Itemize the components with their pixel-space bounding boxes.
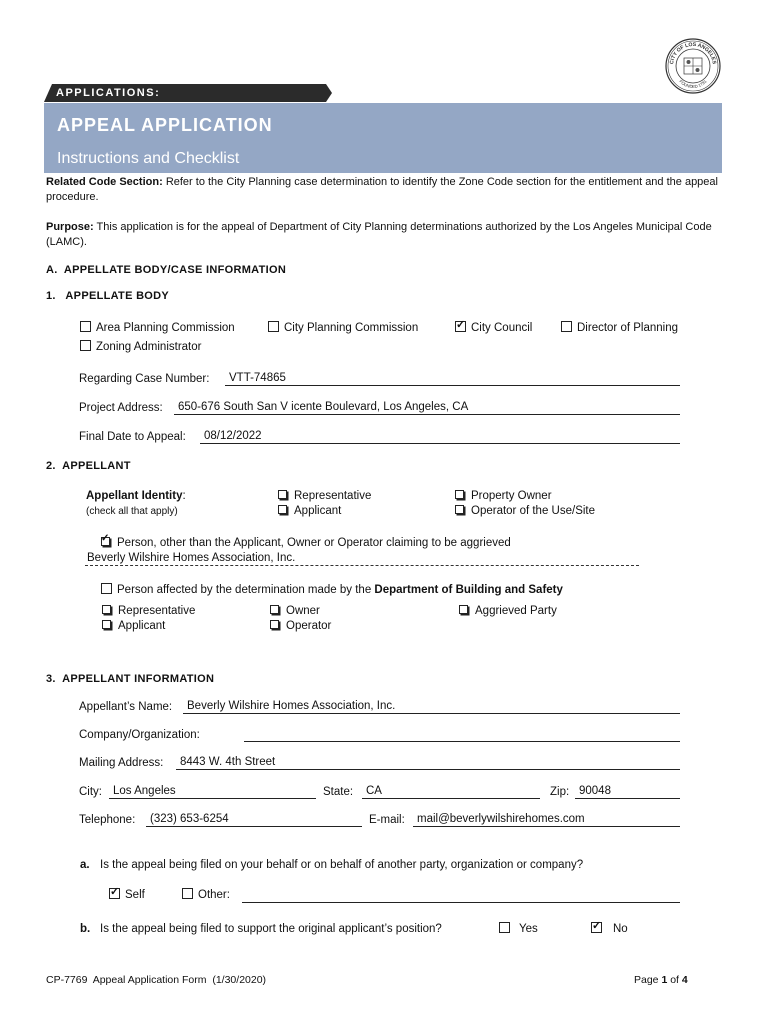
purpose-text: This application is for the appeal of Department of City Planning determinations authorized by the Los Angeles Municipal Code (LAMC). — [46, 221, 712, 248]
dbs-operator-checkbox[interactable] — [270, 620, 279, 629]
dbs-representative[interactable] — [102, 605, 195, 617]
dbs-owner-label: Owner — [286, 605, 320, 617]
state-field[interactable] — [362, 784, 540, 799]
dbs-aggrieved-party[interactable] — [459, 605, 557, 617]
other-checkbox[interactable] — [182, 888, 193, 899]
project-address-field[interactable] — [174, 400, 680, 415]
telephone-field[interactable] — [146, 812, 362, 827]
zip-label: Zip: — [550, 786, 570, 798]
mailing-address-value: 8443 W. 4th Street — [180, 756, 276, 768]
telephone-label: Telephone: — [79, 814, 136, 826]
appellant-identity-label — [86, 490, 186, 502]
dbs-operator-label: Operator — [286, 620, 332, 632]
dbs-affected-checkbox[interactable] — [101, 583, 112, 594]
property-owner-label: Property Owner — [471, 490, 552, 502]
email-field[interactable] — [413, 812, 680, 827]
city-label: City: — [79, 786, 102, 798]
case-number-field[interactable] — [225, 371, 680, 386]
case-number-label: Regarding Case Number: — [79, 373, 210, 385]
city-field[interactable] — [109, 784, 316, 799]
telephone-value: (323) 653-6254 — [150, 813, 229, 825]
seal-subtext: FOUNDED 1781 — [678, 78, 708, 90]
dbs-representative-checkbox[interactable] — [102, 605, 111, 614]
identity-applicant[interactable] — [278, 505, 341, 517]
dbs-applicant-checkbox[interactable] — [102, 620, 111, 629]
city-planning-label: City Planning Commission — [284, 322, 419, 334]
city-value: Los Angeles — [113, 785, 176, 797]
no-option[interactable] — [591, 922, 628, 935]
final-date-value: 08/12/2022 — [204, 430, 262, 442]
purpose-label: Purpose: — [46, 221, 94, 233]
page-of: of — [667, 974, 682, 986]
city-planning-checkbox[interactable] — [268, 321, 279, 332]
dbs-aggrieved-label: Aggrieved Party — [475, 605, 557, 617]
identity-label-text: Appellant Identity — [86, 490, 183, 502]
other-option[interactable] — [182, 888, 230, 901]
yes-label: Yes — [519, 923, 538, 935]
question-b-text: Is the appeal being filed to support the original applicant’s position? — [100, 923, 442, 935]
dbs-affected-option[interactable] — [101, 583, 563, 596]
form-id: CP-7769 Appeal Application Form (1/30/2020) — [46, 974, 267, 986]
area-planning-label: Area Planning Commission — [96, 322, 235, 334]
zoning-admin-label: Zoning Administrator — [96, 341, 202, 353]
page-total: 4 — [681, 974, 688, 986]
aggrieved-person-checkbox[interactable] — [101, 537, 110, 546]
property-owner-checkbox[interactable] — [455, 490, 464, 499]
area-planning-checkbox[interactable] — [80, 321, 91, 332]
identity-property-owner[interactable] — [455, 490, 552, 502]
self-option[interactable] — [109, 888, 145, 901]
yes-option[interactable] — [499, 922, 538, 935]
director-checkbox[interactable] — [561, 321, 572, 332]
appellant-identity-hint: (check all that apply) — [86, 506, 178, 517]
aggrieved-name-value: Beverly Wilshire Homes Association, Inc. — [87, 552, 296, 564]
zip-value: 90048 — [579, 785, 611, 797]
question-a-letter: a. — [80, 859, 90, 871]
city-seal-logo — [665, 38, 721, 94]
operator-checkbox[interactable] — [455, 505, 464, 514]
self-label: Self — [125, 889, 145, 901]
state-value: CA — [366, 785, 382, 797]
company-label: Company/Organization: — [79, 729, 200, 741]
dbs-aggrieved-checkbox[interactable] — [459, 605, 468, 614]
section-a-heading: A. APPELLATE BODY/CASE INFORMATION — [46, 264, 287, 276]
state-label: State: — [323, 786, 354, 798]
yes-checkbox[interactable] — [499, 922, 510, 933]
page-number — [634, 974, 688, 986]
director-label: Director of Planning — [577, 322, 678, 334]
final-date-label: Final Date to Appeal: — [79, 431, 186, 443]
page-subtitle: Instructions and Checklist — [57, 150, 240, 167]
appellate-body-heading: 1. APPELLATE BODY — [46, 290, 170, 302]
applicant-checkbox[interactable] — [278, 505, 287, 514]
city-council-checkbox[interactable] — [455, 321, 466, 332]
dbs-applicant[interactable] — [102, 620, 165, 632]
operator-label: Operator of the Use/Site — [471, 505, 596, 517]
dbs-applicant-label: Applicant — [118, 620, 166, 632]
appellant-info-heading: 3. APPELLANT INFORMATION — [46, 673, 215, 685]
final-date-field[interactable] — [200, 429, 680, 444]
dbs-owner[interactable] — [270, 605, 320, 617]
city-council-label: City Council — [471, 322, 533, 334]
question-b-letter: b. — [80, 923, 91, 935]
page-title: APPEAL APPLICATION — [57, 115, 273, 135]
dbs-department-name: Department of Building and Safety — [374, 584, 563, 596]
zip-field[interactable] — [575, 784, 680, 799]
dbs-operator[interactable] — [270, 620, 331, 632]
appellant-name-value: Beverly Wilshire Homes Association, Inc. — [187, 700, 396, 712]
body-director-of-planning[interactable] — [561, 321, 678, 334]
aggrieved-person-label: Person, other than the Applicant, Owner or Operator claiming to be aggrieved — [117, 537, 511, 549]
representative-checkbox[interactable] — [278, 490, 287, 499]
seal-text: CITY OF LOS ANGELES — [669, 41, 717, 65]
dbs-owner-checkbox[interactable] — [270, 605, 279, 614]
identity-representative[interactable] — [278, 490, 371, 502]
email-label: E-mail: — [369, 814, 405, 826]
related-code-text: Refer to the City Planning case determination to identify the Zone Code section for the entitlement and the appeal procedure. — [46, 176, 718, 203]
aggrieved-name-field[interactable] — [85, 551, 639, 566]
email-value: mail@beverlywilshirehomes.com — [417, 813, 585, 825]
applicant-label: Applicant — [294, 505, 342, 517]
applications-tab-label: APPLICATIONS: — [56, 87, 161, 99]
other-label: Other: — [198, 889, 230, 901]
company-field[interactable] — [244, 727, 680, 742]
project-address-value: 650-676 South San V icente Boulevard, Los Angeles, CA — [178, 401, 469, 413]
dbs-affected-label: Person affected by the determination made by the — [117, 584, 375, 596]
body-area-planning-commission[interactable] — [80, 321, 235, 334]
body-city-planning-commission[interactable] — [268, 321, 418, 334]
self-checkbox[interactable] — [109, 888, 120, 899]
mailing-address-label: Mailing Address: — [79, 757, 164, 769]
page-current: 1 — [661, 974, 668, 986]
related-code-section — [46, 175, 730, 204]
no-checkbox[interactable] — [591, 922, 602, 933]
other-field[interactable] — [242, 888, 680, 903]
question-a-text: Is the appeal being filed on your behalf or on behalf of another party, organization or company? — [100, 859, 584, 871]
mailing-address-field[interactable] — [176, 755, 680, 770]
purpose-section — [46, 220, 730, 249]
representative-label: Representative — [294, 490, 372, 502]
body-city-council[interactable] — [455, 321, 532, 334]
related-code-label: Related Code Section: — [46, 176, 163, 188]
appellant-heading: 2. APPELLANT — [46, 460, 131, 472]
no-label: No — [613, 923, 628, 935]
project-address-label: Project Address: — [79, 402, 163, 414]
appellant-name-field[interactable] — [183, 699, 680, 714]
body-zoning-administrator[interactable] — [80, 340, 201, 353]
zoning-admin-checkbox[interactable] — [80, 340, 91, 351]
page-prefix: Page — [634, 974, 662, 986]
case-number-value: VTT-74865 — [229, 372, 286, 384]
identity-operator[interactable] — [455, 505, 595, 517]
svg-text:FOUNDED 1781 — [678, 78, 708, 89]
aggrieved-person-option[interactable] — [101, 537, 511, 549]
identity-colon: : — [182, 490, 186, 502]
appellant-name-label: Appellant’s Name: — [79, 701, 173, 713]
dbs-representative-label: Representative — [118, 605, 196, 617]
